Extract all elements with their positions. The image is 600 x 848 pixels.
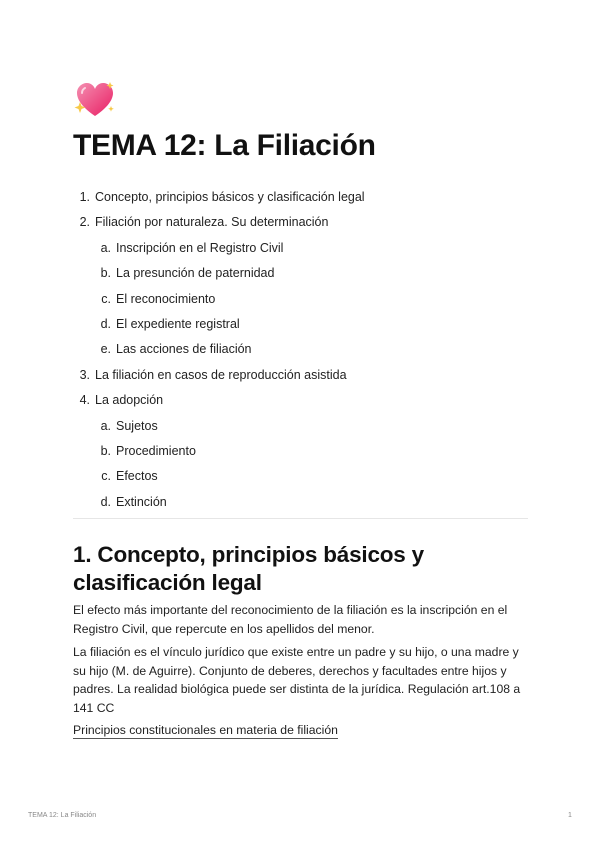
toc-item[interactable] (73, 186, 365, 208)
section-heading: 1. Concepto, principios básicos y clasificación legal (73, 542, 424, 595)
toc-item[interactable] (73, 237, 283, 259)
sparkling-heart-icon (73, 80, 115, 120)
toc-item-number: 1. (79, 190, 90, 204)
toc-item[interactable] (73, 211, 328, 233)
principles-link[interactable]: Principios constitucionales en materia de filiación (73, 723, 338, 737)
toc-item-number: e. (100, 342, 111, 356)
toc-item-number: a. (100, 419, 111, 433)
toc-item[interactable] (73, 262, 274, 284)
toc-item-label: Concepto, principios básicos y clasificación legal (95, 190, 365, 204)
toc-item-label: Efectos (116, 469, 158, 483)
toc-item-label: Filiación por naturaleza. Su determinación (95, 215, 329, 229)
paragraph: La filiación es el vínculo jurídico que existe entre un padre y su hijo, o una madre y su hijo (M. de Aguirre). Conjunto de deberes, derechos y facultades entre hijos y padres. La realidad biológica puede ser distinta de la jurídica. Regulación art.108 a 141 CC (73, 645, 521, 715)
toc-item-label: Inscripción en el Registro Civil (116, 241, 284, 255)
toc-item-label: Las acciones de filiación (116, 342, 252, 356)
footer-title: TEMA 12: La Filiación (28, 812, 97, 819)
toc-item-number: a. (100, 241, 111, 255)
toc-item-number: 3. (79, 368, 90, 382)
toc-item-number: c. (101, 469, 111, 483)
toc-item-label: El reconocimiento (116, 292, 216, 306)
toc-item-label: Sujetos (116, 419, 158, 433)
paragraph: El efecto más importante del reconocimiento de la filiación es la inscripción en el Registro Civil, que repercute en los apellidos del menor. (73, 603, 508, 636)
toc-item-number: 4. (79, 393, 90, 407)
toc-item-number: d. (100, 317, 111, 331)
toc-item-label: La filiación en casos de reproducción asistida (95, 368, 347, 382)
toc-item-number: c. (101, 292, 111, 306)
page-number: 1 (568, 812, 572, 819)
divider (73, 518, 528, 519)
toc-item[interactable] (73, 364, 347, 386)
toc-item[interactable] (73, 288, 215, 310)
toc-item-number: b. (100, 444, 111, 458)
toc-item-number: b. (100, 266, 111, 280)
toc-item[interactable] (73, 389, 163, 411)
toc-item[interactable] (73, 465, 158, 487)
toc-item-number: d. (100, 495, 111, 509)
toc-item-label: La adopción (95, 393, 164, 407)
toc-item-label: Extinción (116, 495, 167, 509)
toc-item[interactable] (73, 415, 158, 437)
toc-item[interactable] (73, 338, 252, 360)
toc-item[interactable] (73, 440, 196, 462)
toc-item-label: El expediente registral (116, 317, 240, 331)
toc-item-label: Procedimiento (116, 444, 196, 458)
toc-item-number: 2. (79, 215, 90, 229)
page-title: TEMA 12: La Filiación (73, 129, 376, 162)
toc-item-label: La presunción de paternidad (116, 266, 275, 280)
toc-item[interactable] (73, 313, 240, 335)
toc-item[interactable] (73, 491, 167, 513)
